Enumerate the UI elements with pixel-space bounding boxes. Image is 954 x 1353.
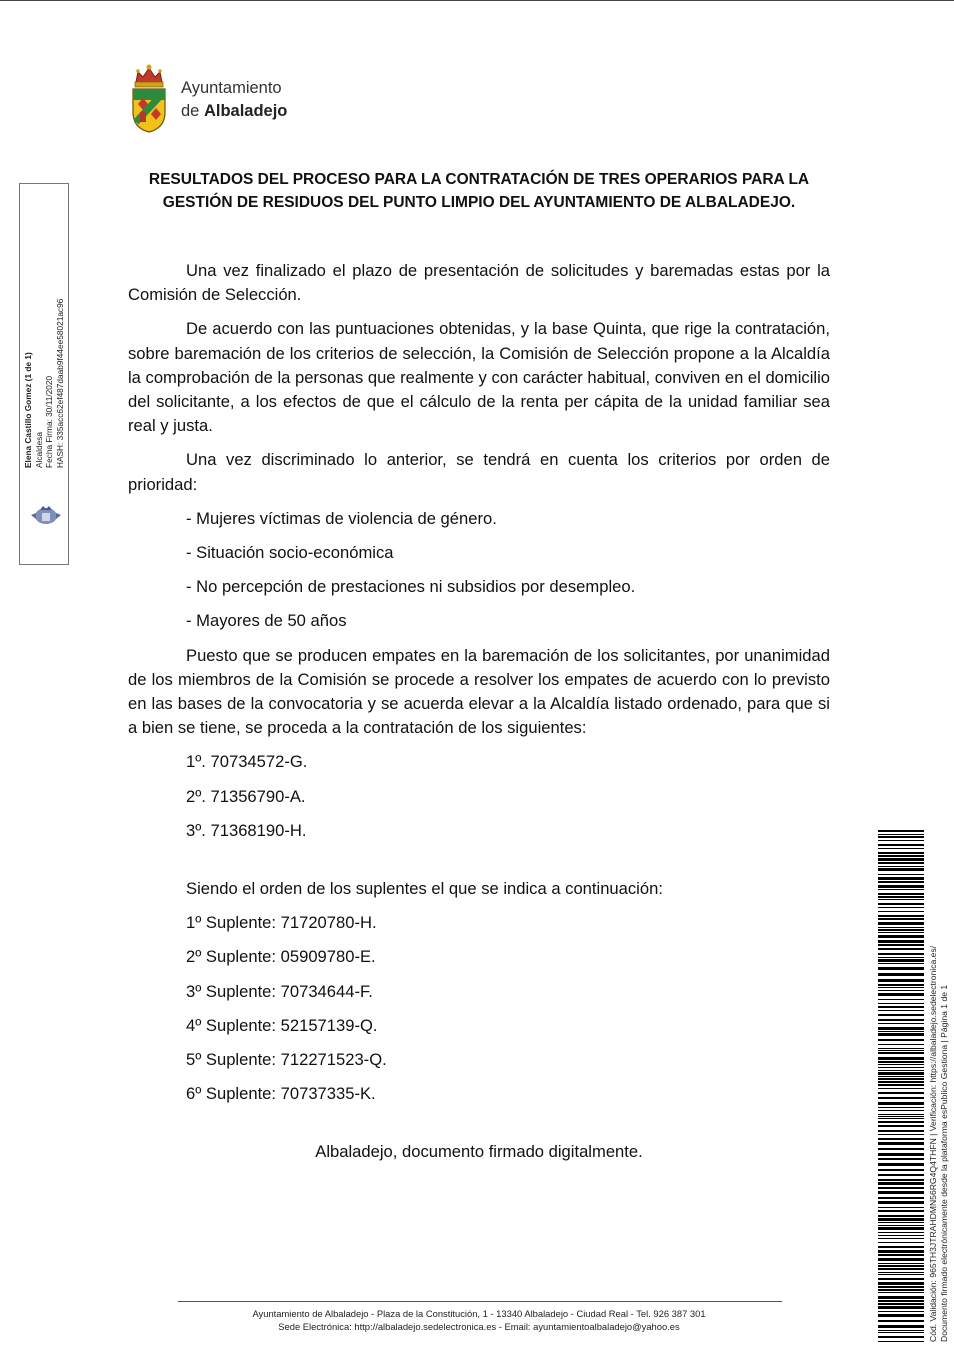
barcode-bar	[878, 1107, 924, 1108]
barcode-bar	[878, 1031, 924, 1032]
signature-date: Fecha Firma: 30/11/2020	[44, 375, 54, 468]
barcode-bar	[878, 1225, 924, 1226]
barcode-bar	[878, 1092, 924, 1094]
barcode-bar	[878, 874, 924, 875]
barcode-bar	[878, 1292, 924, 1293]
criteria-item: - Mujeres víctimas de violencia de género.	[186, 508, 497, 528]
barcode-bar	[878, 836, 924, 838]
barcode-bar	[878, 1064, 924, 1065]
barcode-bar	[878, 1282, 924, 1285]
barcode-bar	[878, 881, 924, 883]
barcode-bar	[878, 1265, 924, 1267]
barcode-bar	[878, 1296, 924, 1299]
selected-item: 2º. 71356790-A.	[186, 786, 306, 806]
top-border-line	[0, 0, 954, 1]
selected-item: 1º. 70734572-G.	[186, 752, 308, 772]
document-title	[128, 168, 830, 214]
org-town: Albaladejo	[203, 102, 288, 120]
barcode-bar	[878, 940, 924, 943]
barcode-bar	[878, 963, 924, 964]
barcode-bar	[878, 1278, 924, 1280]
barcode-bar	[878, 1303, 924, 1305]
barcode-bar	[878, 922, 924, 925]
footer-contact: Sede Electrónica: http://albaladejo.sedelectronica.es - Email: ayuntamientoalbaladejo@yahoo.es	[278, 1320, 680, 1332]
barcode-bar	[878, 987, 924, 988]
barcode-bar	[878, 1163, 924, 1166]
barcode-bar	[878, 1174, 924, 1176]
barcode-bar	[878, 1272, 924, 1273]
criteria-item: - Mayores de 50 años	[186, 611, 347, 631]
barcode-bar	[878, 1081, 924, 1083]
barcode-bar	[878, 1263, 924, 1264]
barcode-bar	[878, 911, 924, 912]
barcode-bar	[878, 1158, 924, 1160]
barcode-bar	[878, 840, 924, 841]
barcode-bar	[878, 1072, 924, 1075]
signer-name: Elena Castillo Gomez (1 de 1)	[23, 352, 33, 468]
barcode-bar	[878, 1197, 924, 1199]
barcode-bar	[878, 984, 924, 986]
barcode-bar	[878, 1006, 924, 1008]
barcode-bar	[878, 1125, 924, 1127]
paragraph-4: Puesto que se producen empates en la baremación de los solicitantes, por unanimidad de los miembros de la Comisión se procede a resolver los empates de acuerdo con lo previsto en las bases de la convocatoria y se acuerda elevar a la Alcaldía listado ordenado, para que si a bien se tiene, se proceda a la contratación de los siguientes:	[128, 645, 830, 738]
barcode-bar	[878, 1118, 924, 1119]
barcode-bar	[878, 1084, 924, 1086]
barcode-bar	[878, 1286, 924, 1288]
barcode-bar	[878, 1201, 924, 1204]
barcode-bar	[878, 1121, 924, 1123]
barcode-bar	[878, 1268, 924, 1270]
barcode-bar	[878, 1019, 924, 1021]
barcode-bar	[878, 1114, 924, 1115]
barcode-bar	[878, 1179, 924, 1181]
barcode-bar	[878, 907, 924, 908]
paragraph-3: Una vez discriminado lo anterior, se tendrá en cuenta los criterios por orden de prioridad:	[128, 450, 830, 494]
barcode-bar	[878, 1134, 924, 1135]
barcode-bar	[878, 959, 924, 962]
barcode-bar	[878, 1306, 924, 1309]
barcode-bar	[878, 929, 924, 931]
barcode-bar	[878, 896, 924, 898]
barcode-bar	[878, 1314, 924, 1317]
barcode-bar	[878, 1088, 924, 1089]
barcode-bar	[878, 844, 924, 846]
barcode-bar	[878, 999, 924, 1000]
criteria-item: - No percepción de prestaciones ni subsidios por desempleo.	[186, 577, 636, 597]
barcode-bar	[878, 1207, 924, 1208]
org-line-2	[181, 100, 287, 123]
barcode-bar	[878, 1191, 924, 1194]
barcode-bar	[878, 1215, 924, 1217]
barcode-bar	[878, 993, 924, 996]
barcode-bar	[878, 855, 924, 857]
barcode-bar	[878, 1222, 924, 1223]
barcode-bar	[878, 1130, 924, 1132]
barcode-bar	[878, 1014, 924, 1016]
barcode-bar	[878, 935, 924, 938]
barcode-bar	[878, 948, 924, 950]
barcode-bar	[878, 1102, 924, 1105]
barcode-bar	[878, 1039, 924, 1041]
barcode-bar	[878, 1258, 924, 1261]
title-line-2: GESTIÓN DE RESIDUOS DEL PUNTO LIMPIO DEL AYUNTAMIENTO DE ALBALADEJO.	[162, 194, 796, 211]
barcode-bar	[878, 1336, 924, 1338]
barcode-bar	[878, 1142, 924, 1145]
barcode-bar	[878, 1274, 924, 1275]
barcode-bar	[878, 868, 924, 871]
barcode-bar	[878, 852, 924, 854]
barcode-bar	[878, 1076, 924, 1077]
barcode-bar	[878, 1052, 924, 1054]
barcode-bar	[878, 1238, 924, 1239]
validation-line-1: Cód. Validación: 965TH3JTRAHDMN56RG4Q4THFN | Verificación: https://albaladejo.sedelectronica.es/	[928, 945, 938, 1342]
signature-stamp-text	[23, 299, 65, 468]
barcode-bar	[878, 944, 924, 946]
signer-role: Alcaldesa	[33, 432, 44, 468]
barcode-bar	[878, 1218, 924, 1221]
municipal-seal-icon	[28, 505, 64, 525]
barcode-bar	[878, 889, 924, 890]
barcode-bar	[878, 1341, 924, 1342]
document-body	[128, 259, 830, 1175]
barcode-bar	[878, 1110, 924, 1111]
selected-item: 3º. 71368190-H.	[186, 820, 307, 840]
barcode-bar	[878, 1097, 924, 1099]
barcode-bar	[878, 848, 924, 849]
barcode-bar	[878, 862, 924, 864]
criteria-item: - Situación socio-económica	[186, 543, 394, 563]
barcode-bar	[878, 1033, 924, 1036]
barcode-bar	[878, 1325, 924, 1328]
org-line-1: Ayuntamiento	[181, 79, 282, 97]
barcode-bar	[878, 1050, 924, 1051]
barcode-bar	[878, 1232, 924, 1233]
barcode-bar	[878, 932, 924, 933]
barcode-bar	[878, 858, 924, 861]
barcode-bar	[878, 1246, 924, 1248]
barcode-bar	[878, 1187, 924, 1189]
barcode-bar	[878, 1148, 924, 1150]
barcode-bar	[878, 918, 924, 920]
barcode-bar	[878, 1289, 924, 1291]
barcode-bar	[878, 903, 924, 905]
barcode-bar	[878, 885, 924, 888]
substitute-item: 3º Suplente: 70734644-F.	[186, 981, 373, 1001]
validation-text	[928, 946, 949, 1342]
barcode-bar	[878, 1070, 924, 1071]
barcode-bar	[878, 1061, 924, 1063]
barcode-bar	[878, 1116, 924, 1117]
barcode-bar	[878, 990, 924, 991]
barcode-bar	[878, 1067, 924, 1068]
substitute-item: 6º Suplente: 70737335-K.	[186, 1084, 376, 1104]
barcode-bar	[878, 973, 924, 976]
barcode-icon	[878, 830, 924, 1342]
substitute-item: 1º Suplente: 71720780-H.	[186, 913, 377, 933]
barcode-bar	[878, 1210, 924, 1212]
substitute-item: 4º Suplente: 52157139-Q.	[186, 1015, 378, 1035]
paragraph-2: De acuerdo con las puntuaciones obtenidas, y la base Quinta, que rige la contratación, sobre baremación de los criterios de selección, la Comisión de Selección propone a la Alcaldía la comprobación de la personas que realmente y con carácter habitual, conviven en el domicilio del solicitante, a los efectos de que el cálculo de la renta per cápita de la unidad familiar sea real y justa.	[128, 319, 830, 436]
barcode-bar	[878, 957, 924, 958]
title-line-1: RESULTADOS DEL PROCESO PARA LA CONTRATACIÓN DE TRES OPERARIOS PARA LA	[148, 171, 810, 188]
barcode-bar	[878, 1169, 924, 1171]
barcode-bar	[878, 1153, 924, 1156]
org-prefix: de	[181, 102, 200, 120]
substitute-item: 2º Suplente: 05909780-E.	[186, 947, 376, 967]
barcode-bar	[878, 1138, 924, 1140]
closing-line: Albaladejo, documento firmado digitalmente.	[315, 1142, 643, 1162]
barcode-bar	[878, 1254, 924, 1256]
barcode-bar	[878, 1182, 924, 1185]
footer-address: Ayuntamiento de Albaladejo - Plaza de la Constitución, 1 - 13340 Albaladejo - Ciudad Real - Tel. 926 387 301	[252, 1308, 706, 1319]
coat-of-arms-icon	[128, 62, 170, 134]
barcode-bar	[878, 1300, 924, 1302]
barcode-bar	[878, 1227, 924, 1230]
barcode-bar	[878, 893, 924, 895]
barcode-bar	[878, 1057, 924, 1060]
barcode-bar	[878, 1044, 924, 1045]
barcode-bar	[878, 1330, 924, 1331]
substitute-item: 5º Suplente: 712271523-Q.	[186, 1050, 387, 1070]
barcode-bar	[878, 830, 924, 832]
barcode-bar	[878, 1010, 924, 1011]
barcode-bar	[878, 1235, 924, 1236]
paragraph-1: Una vez finalizado el plazo de presentación de solicitudes y baremadas estas por la Comisión de Selección.	[128, 261, 830, 305]
barcode-bar	[878, 1048, 924, 1049]
signature-hash: HASH: 335acc62ef487daab9f44ee58021ac96	[54, 298, 65, 468]
substitutes-intro: Siendo el orden de los suplentes el que se indica a continuación:	[186, 879, 663, 899]
barcode-bar	[878, 834, 924, 835]
barcode-bar	[878, 927, 924, 928]
barcode-bar	[878, 979, 924, 982]
barcode-bar	[878, 1311, 924, 1312]
validation-line-2: Documento firmado electrónicamente desde la plataforma esPublico Gestiona | Página 1 de 1	[938, 984, 949, 1342]
barcode-bar	[878, 1320, 924, 1322]
barcode-bar	[878, 866, 924, 867]
footer	[128, 1308, 830, 1333]
barcode-bar	[878, 1242, 924, 1243]
barcode-bar	[878, 899, 924, 900]
barcode-bar	[878, 877, 924, 880]
barcode-bar	[878, 1003, 924, 1004]
barcode-bar	[878, 1078, 924, 1080]
barcode-bar	[878, 1332, 924, 1333]
barcode-bar	[878, 953, 924, 955]
barcode-bar	[878, 915, 924, 917]
footer-divider	[178, 1301, 782, 1302]
barcode-bar	[878, 1023, 924, 1024]
barcode-bar	[878, 1027, 924, 1030]
organization-name	[181, 77, 287, 123]
barcode-bar	[878, 967, 924, 970]
barcode-bar	[878, 1250, 924, 1253]
